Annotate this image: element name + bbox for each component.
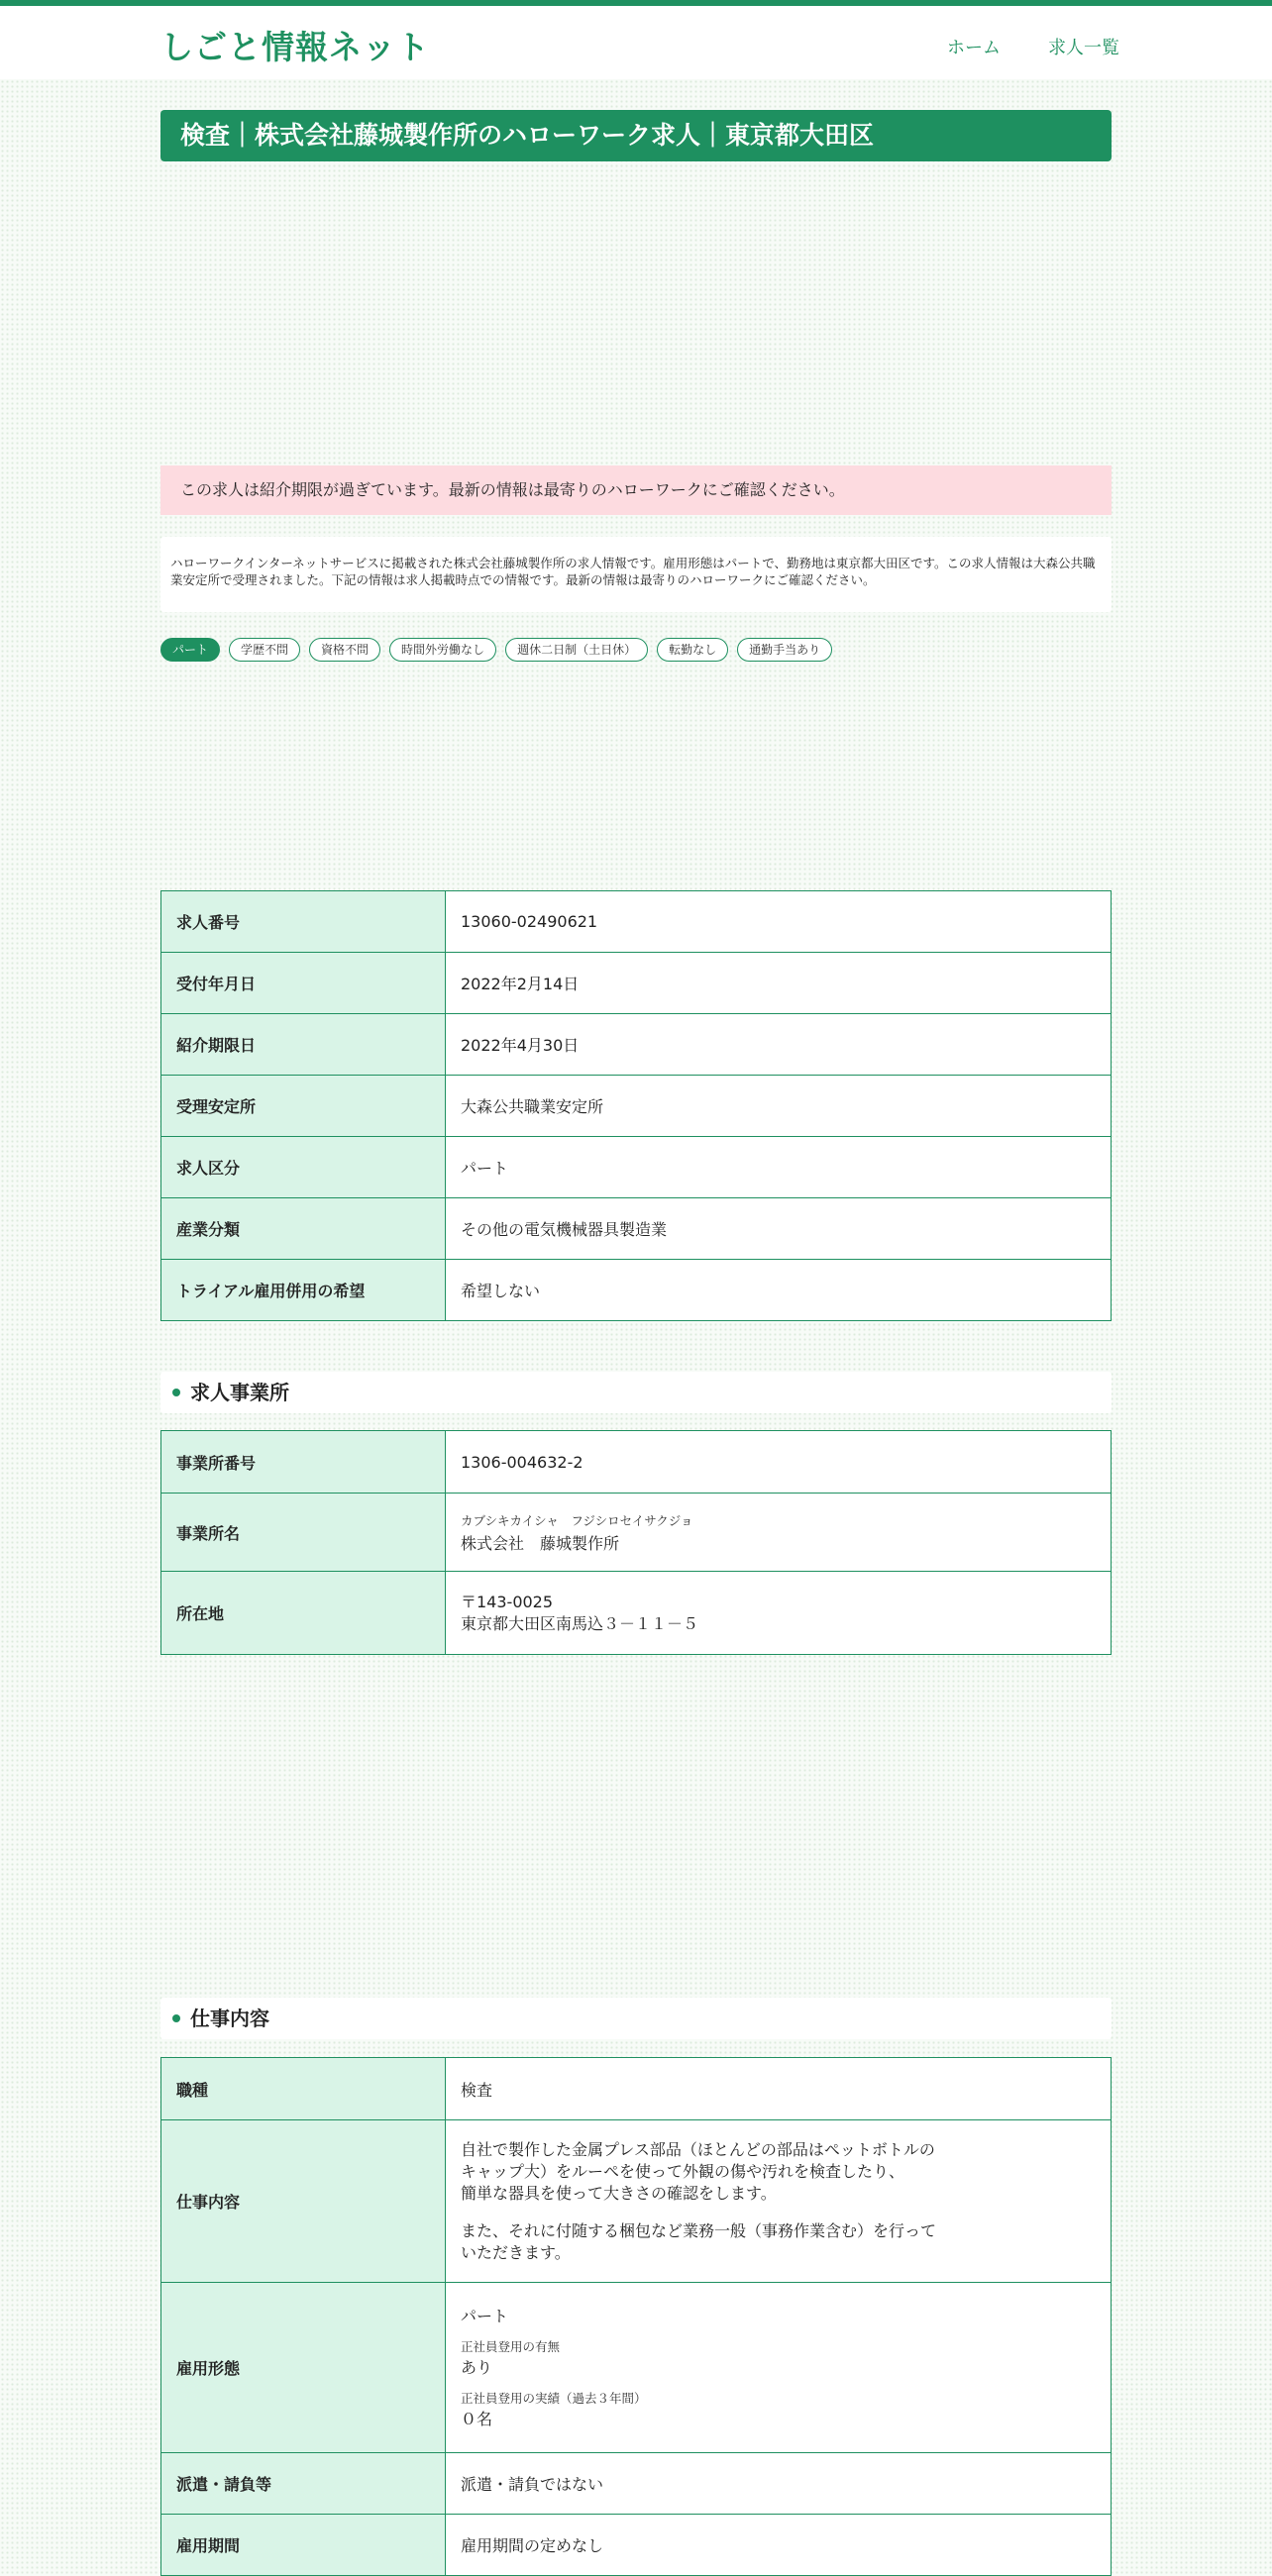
row-label: 派遣・請負等 (161, 2453, 446, 2515)
row-value: 2022年4月30日 (446, 1014, 1112, 1076)
table-row (161, 2283, 1112, 2453)
row-label: 紹介期限日 (161, 1014, 446, 1076)
row-label: 受理安定所 (161, 1076, 446, 1137)
row-label: 求人番号 (161, 891, 446, 953)
section-title-text: 求人事業所 (190, 1381, 289, 1404)
job-content-line: キャップ大）をルーペを使って外観の傷や汚れを検査したり、 (461, 2161, 905, 2181)
row-label: トライアル雇用併用の希望 (161, 1260, 446, 1321)
promotion-label: 正社員登用の有無 (461, 2338, 561, 2354)
job-content-line: 簡単な器具を使って大きさの確認をします。 (461, 2183, 777, 2203)
postal-code: 〒143-0025 (461, 1592, 554, 1611)
row-label: 受付年月日 (161, 953, 446, 1014)
dispatch-value: 派遣・請負ではない (446, 2453, 1112, 2515)
job-content-line: また、それに付随する梱包など業務一般（事務作業含む）を行って (461, 2220, 937, 2240)
row-label: 職種 (161, 2058, 446, 2120)
office-section-title (160, 1372, 1112, 1413)
row-label: 求人区分 (161, 1137, 446, 1198)
promotion-value: あり (461, 2357, 493, 2377)
tag-list (160, 638, 832, 662)
tag-part-time[interactable]: パート (160, 638, 220, 662)
job-content-line: 自社で製作した金属プレス部品（ほとんどの部品はペットボトルの (461, 2139, 935, 2159)
table-row (161, 1014, 1112, 1076)
row-label: 産業分類 (161, 1198, 446, 1260)
row-label: 事業所名 (161, 1494, 446, 1572)
row-value: 希望しない (446, 1260, 1112, 1321)
tag-commute-allowance[interactable]: 通勤手当あり (737, 638, 832, 662)
table-row (161, 1260, 1112, 1321)
address: 東京都大田区南馬込３－１１－５ (461, 1613, 699, 1633)
table-row (161, 2453, 1112, 2515)
office-name-kana: カブシキカイシャ フジシロセイサクジョ (461, 1512, 693, 1528)
promotion-record-value: ０名 (461, 2409, 493, 2428)
promotion-record-label: 正社員登用の実績（過去３年間） (461, 2390, 647, 2406)
row-value: その他の電気機械器具製造業 (446, 1198, 1112, 1260)
site-title[interactable]: しごと情報ネット (160, 28, 430, 66)
job-section-title (160, 1998, 1112, 2039)
bullet-dot-icon (172, 2014, 180, 2022)
employment-cell (446, 2283, 1112, 2453)
tag-no-overtime[interactable]: 時間外労働なし (389, 638, 496, 662)
table-row (161, 891, 1112, 953)
office-number: 1306-004632-2 (446, 1431, 1112, 1494)
occupation: 検査 (446, 2058, 1112, 2120)
table-row (161, 1137, 1112, 1198)
office-name-cell (446, 1494, 1112, 1572)
employment-type: パート (461, 2306, 509, 2325)
row-label: 雇用形態 (161, 2283, 446, 2453)
table-row (161, 1494, 1112, 1572)
table-row (161, 2120, 1112, 2283)
nav-home-link[interactable]: ホーム (947, 38, 1001, 58)
tag-two-days-off[interactable]: 週休二日制（土日休） (505, 638, 648, 662)
row-value: パート (446, 1137, 1112, 1198)
tag-no-transfer[interactable]: 転勤なし (657, 638, 728, 662)
tag-no-education-required[interactable]: 学歴不問 (229, 638, 300, 662)
basic-info-table (160, 890, 1112, 1321)
row-label: 仕事内容 (161, 2120, 446, 2283)
row-value: 大森公共職業安定所 (446, 1076, 1112, 1137)
expired-notice: この求人は紹介期限が過ぎています。最新の情報は最寄りのハローワークにご確認ください。 (160, 465, 1112, 515)
employment-period: 雇用期間の定めなし (446, 2515, 1112, 2576)
table-row (161, 2058, 1112, 2120)
nav-job-list-link[interactable]: 求人一覧 (1048, 38, 1119, 58)
table-row (161, 953, 1112, 1014)
row-label: 所在地 (161, 1572, 446, 1655)
row-value: 2022年2月14日 (446, 953, 1112, 1014)
row-label: 雇用期間 (161, 2515, 446, 2576)
tag-no-qualification-required[interactable]: 資格不問 (309, 638, 380, 662)
job-info-table (160, 2057, 1112, 2576)
table-row (161, 1076, 1112, 1137)
table-row (161, 1198, 1112, 1260)
bullet-dot-icon (172, 1389, 180, 1396)
row-value: 13060-02490621 (446, 891, 1112, 953)
office-info-table (160, 1430, 1112, 1655)
table-row (161, 2515, 1112, 2576)
intro-text: ハローワークインターネットサービスに掲載された株式会社藤城製作所の求人情報です。雇用形態はパートで、勤務地は東京都大田区です。この求人情報は大森公共職業安定所で受理されました。下記の情報は求人掲載時点での情報です。最新の情報は最寄りのハローワークにご確認ください。 (160, 537, 1112, 612)
table-row (161, 1431, 1112, 1494)
page-title: 検査｜株式会社藤城製作所のハローワーク求人｜東京都大田区 (160, 110, 1112, 161)
row-label: 事業所番号 (161, 1431, 446, 1494)
job-content-line: いただきます。 (461, 2242, 571, 2262)
paragraph-gap (461, 2205, 1096, 2220)
office-name: 株式会社 藤城製作所 (461, 1533, 620, 1553)
table-row (161, 1572, 1112, 1655)
section-title-text: 仕事内容 (190, 2007, 269, 2030)
job-content-cell (446, 2120, 1112, 2283)
site-header (0, 6, 1272, 79)
address-cell (446, 1572, 1112, 1655)
